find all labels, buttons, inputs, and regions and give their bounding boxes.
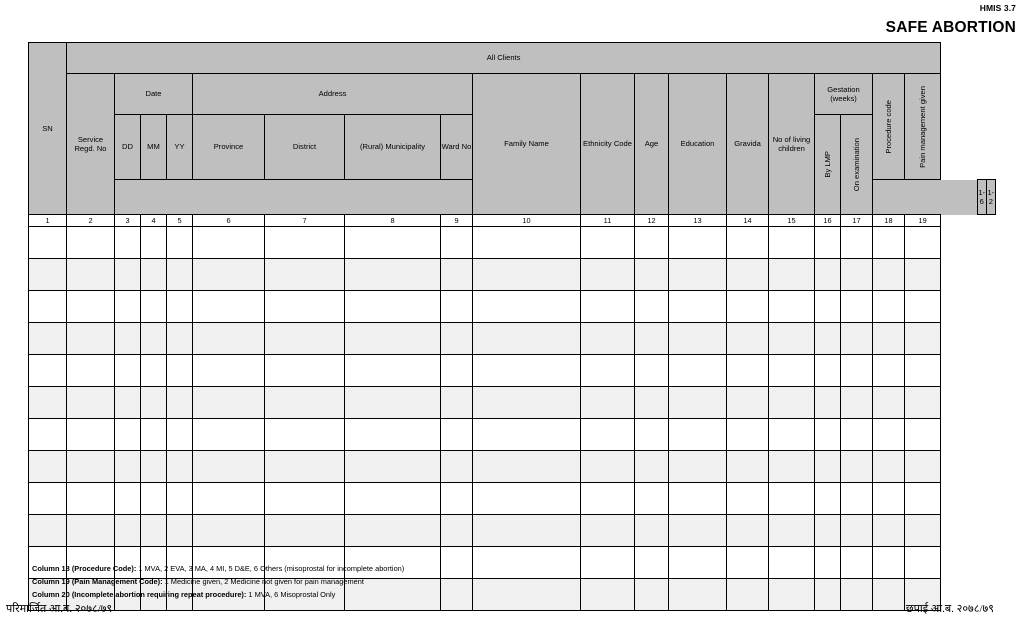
header-province: Province	[193, 115, 265, 180]
table-cell[interactable]	[167, 355, 193, 387]
header-yy: YY	[167, 115, 193, 180]
table-cell[interactable]	[29, 515, 67, 547]
table-cell[interactable]	[635, 227, 669, 259]
table-cell[interactable]	[727, 451, 769, 483]
table-cell[interactable]	[873, 451, 905, 483]
table-cell[interactable]	[441, 355, 473, 387]
column-number-cell: 12	[635, 215, 669, 227]
table-cell[interactable]	[115, 387, 141, 419]
table-cell[interactable]	[669, 419, 727, 451]
table-cell[interactable]	[815, 355, 841, 387]
table-cell[interactable]	[193, 355, 265, 387]
table-cell[interactable]	[635, 515, 669, 547]
table-cell[interactable]	[769, 451, 815, 483]
table-cell[interactable]	[841, 323, 873, 355]
table-cell[interactable]	[29, 355, 67, 387]
header-date: Date	[115, 74, 193, 115]
table-cell[interactable]	[141, 259, 167, 291]
table-cell[interactable]	[769, 483, 815, 515]
table-cell[interactable]	[815, 547, 841, 579]
table-cell[interactable]	[29, 259, 67, 291]
table-cell[interactable]	[841, 355, 873, 387]
header-procedure-code	[873, 74, 905, 180]
table-cell[interactable]	[265, 291, 345, 323]
header-sn: SN	[29, 43, 67, 215]
column-number-cell: 5	[167, 215, 193, 227]
table-cell[interactable]	[581, 483, 635, 515]
column-number-cell: 13	[669, 215, 727, 227]
header-service-regd-no: Service Regd. No	[67, 74, 115, 215]
table-cell[interactable]	[67, 483, 115, 515]
table-cell[interactable]	[441, 419, 473, 451]
table-cell[interactable]	[265, 355, 345, 387]
header-pain-management-given-text: Pain management given	[917, 85, 927, 168]
table-cell[interactable]	[669, 387, 727, 419]
safe-abortion-register-table	[28, 42, 996, 611]
table-cell[interactable]	[669, 291, 727, 323]
table-cell[interactable]	[141, 387, 167, 419]
table-cell[interactable]	[167, 227, 193, 259]
header-by-lmp-text: By LMP	[822, 151, 832, 178]
table-cell[interactable]	[441, 323, 473, 355]
footnote-column-19-label: Column 19 (Pain Management Code):	[32, 577, 163, 586]
table-cell[interactable]	[873, 259, 905, 291]
table-cell[interactable]	[873, 483, 905, 515]
table-cell[interactable]	[581, 227, 635, 259]
table-cell[interactable]	[67, 227, 115, 259]
table-cell[interactable]	[473, 387, 581, 419]
table-cell[interactable]	[473, 419, 581, 451]
table-cell[interactable]	[669, 323, 727, 355]
table-cell[interactable]	[905, 547, 941, 579]
table-cell[interactable]	[115, 515, 141, 547]
table-cell[interactable]	[193, 323, 265, 355]
table-cell[interactable]	[635, 483, 669, 515]
table-cell[interactable]	[345, 355, 441, 387]
table-cell[interactable]	[29, 483, 67, 515]
table-cell[interactable]	[193, 291, 265, 323]
table-cell[interactable]	[905, 419, 941, 451]
table-row	[29, 323, 996, 355]
table-cell[interactable]	[29, 323, 67, 355]
header-address: Address	[193, 74, 473, 115]
table-cell[interactable]	[141, 355, 167, 387]
table-cell[interactable]	[345, 387, 441, 419]
table-cell[interactable]	[905, 227, 941, 259]
table-cell[interactable]	[473, 259, 581, 291]
footnotes-block	[32, 562, 732, 601]
table-cell[interactable]	[193, 483, 265, 515]
footnote-column-19	[32, 575, 732, 588]
table-cell[interactable]	[581, 419, 635, 451]
table-cell[interactable]	[265, 515, 345, 547]
header-by-lmp	[815, 115, 841, 215]
table-cell[interactable]	[635, 355, 669, 387]
table-cell[interactable]	[441, 387, 473, 419]
table-cell[interactable]	[67, 451, 115, 483]
table-cell[interactable]	[669, 227, 727, 259]
header-on-examination-text: On examination	[851, 137, 861, 192]
table-cell[interactable]	[905, 387, 941, 419]
table-cell[interactable]	[669, 355, 727, 387]
table-cell[interactable]	[581, 323, 635, 355]
table-cell[interactable]	[265, 227, 345, 259]
table-cell[interactable]	[769, 355, 815, 387]
table-cell[interactable]	[345, 515, 441, 547]
table-cell[interactable]	[905, 515, 941, 547]
table-cell[interactable]	[67, 323, 115, 355]
table-cell[interactable]	[473, 227, 581, 259]
table-cell[interactable]	[441, 291, 473, 323]
column-number-cell: 18	[873, 215, 905, 227]
column-number-cell: 6	[193, 215, 265, 227]
table-cell[interactable]	[115, 323, 141, 355]
table-cell[interactable]	[727, 483, 769, 515]
table-cell[interactable]	[815, 451, 841, 483]
table-cell[interactable]	[727, 547, 769, 579]
table-cell[interactable]	[67, 291, 115, 323]
table-row	[29, 227, 996, 259]
table-row	[29, 387, 996, 419]
table-cell[interactable]	[67, 355, 115, 387]
table-cell[interactable]	[873, 419, 905, 451]
table-cell[interactable]	[141, 227, 167, 259]
table-cell[interactable]	[905, 323, 941, 355]
table-cell[interactable]	[167, 483, 193, 515]
table-cell[interactable]	[29, 227, 67, 259]
footnote-column-18-text: 1 MVA, 2 EVA, 3 MA, 4 MI, 5 D&E, 6 Others (misoprostal for incomplete abortion)	[136, 564, 405, 573]
footnote-column-19-text: 1 Medicine given, 2 Medicine not given for pain management	[162, 577, 364, 586]
table-cell[interactable]	[141, 419, 167, 451]
table-cell[interactable]	[265, 387, 345, 419]
header-row-bands	[29, 74, 996, 115]
table-cell[interactable]	[167, 323, 193, 355]
header-procedure-code-range: 1-6	[977, 180, 986, 215]
table-row	[29, 451, 996, 483]
table-cell[interactable]	[265, 451, 345, 483]
table-cell[interactable]	[193, 451, 265, 483]
table-cell[interactable]	[441, 227, 473, 259]
table-cell[interactable]	[905, 355, 941, 387]
table-cell[interactable]	[635, 291, 669, 323]
table-cell[interactable]	[473, 355, 581, 387]
table-cell[interactable]	[769, 579, 815, 611]
table-cell[interactable]	[167, 387, 193, 419]
table-cell[interactable]	[905, 483, 941, 515]
header-procedure-code-text: Procedure code	[883, 99, 893, 154]
table-row	[29, 355, 996, 387]
column-number-cell: 17	[841, 215, 873, 227]
page-title: SAFE ABORTION	[885, 19, 1016, 36]
table-cell[interactable]	[815, 515, 841, 547]
table-cell[interactable]	[345, 291, 441, 323]
table-cell[interactable]	[115, 483, 141, 515]
register-table-body	[29, 215, 996, 611]
table-cell[interactable]	[815, 323, 841, 355]
table-cell[interactable]	[265, 323, 345, 355]
table-cell[interactable]	[441, 259, 473, 291]
header-row-group	[29, 43, 996, 74]
footnote-column-18	[32, 562, 732, 575]
table-cell[interactable]	[727, 291, 769, 323]
table-cell[interactable]	[815, 483, 841, 515]
table-cell[interactable]	[345, 259, 441, 291]
table-cell[interactable]	[167, 259, 193, 291]
table-cell[interactable]	[67, 515, 115, 547]
header-on-examination	[841, 115, 873, 215]
table-cell[interactable]	[873, 227, 905, 259]
table-cell[interactable]	[265, 259, 345, 291]
table-cell[interactable]	[29, 387, 67, 419]
table-cell[interactable]	[635, 419, 669, 451]
column-number-cell: 16	[815, 215, 841, 227]
table-cell[interactable]	[67, 387, 115, 419]
table-cell[interactable]	[727, 227, 769, 259]
footer-revised-fiscal-year: परिमार्जित आ.ब. २०७८/७९	[6, 603, 113, 615]
table-cell[interactable]	[141, 323, 167, 355]
table-cell[interactable]	[815, 387, 841, 419]
column-number-cell: 3	[115, 215, 141, 227]
table-cell[interactable]	[769, 259, 815, 291]
table-cell[interactable]	[841, 483, 873, 515]
table-cell[interactable]	[473, 291, 581, 323]
table-cell[interactable]	[873, 355, 905, 387]
table-cell[interactable]	[29, 419, 67, 451]
table-cell[interactable]	[769, 291, 815, 323]
table-cell[interactable]	[815, 579, 841, 611]
table-row	[29, 419, 996, 451]
column-number-cell: 19	[905, 215, 941, 227]
table-cell[interactable]	[141, 451, 167, 483]
table-cell[interactable]	[873, 387, 905, 419]
header-district: District	[265, 115, 345, 180]
table-cell[interactable]	[115, 291, 141, 323]
table-cell[interactable]	[635, 259, 669, 291]
table-cell[interactable]	[115, 355, 141, 387]
table-cell[interactable]	[727, 387, 769, 419]
table-cell[interactable]	[67, 259, 115, 291]
table-cell[interactable]	[769, 387, 815, 419]
table-cell[interactable]	[473, 483, 581, 515]
table-cell[interactable]	[115, 227, 141, 259]
table-cell[interactable]	[669, 259, 727, 291]
table-cell[interactable]	[841, 291, 873, 323]
table-cell[interactable]	[905, 291, 941, 323]
table-cell[interactable]	[141, 291, 167, 323]
table-cell[interactable]	[841, 387, 873, 419]
column-number-cell: 11	[581, 215, 635, 227]
table-cell[interactable]	[841, 547, 873, 579]
header-pain-management-given	[905, 74, 941, 180]
header-ward-no: Ward No	[441, 115, 473, 180]
column-number-cell: 9	[441, 215, 473, 227]
table-cell[interactable]	[905, 451, 941, 483]
table-cell[interactable]	[115, 451, 141, 483]
column-number-cell: 8	[345, 215, 441, 227]
table-cell[interactable]	[581, 451, 635, 483]
table-row	[29, 259, 996, 291]
header-ethnicity-code: Ethnicity Code	[581, 74, 635, 215]
table-cell[interactable]	[873, 291, 905, 323]
table-cell[interactable]	[727, 515, 769, 547]
table-cell[interactable]	[193, 419, 265, 451]
register-table-wrapper	[28, 42, 996, 611]
table-cell[interactable]	[473, 323, 581, 355]
table-cell[interactable]	[141, 515, 167, 547]
column-number-cell: 1	[29, 215, 67, 227]
table-cell[interactable]	[167, 451, 193, 483]
header-dd: DD	[115, 115, 141, 180]
table-cell[interactable]	[441, 483, 473, 515]
table-cell[interactable]	[193, 227, 265, 259]
table-cell[interactable]	[815, 291, 841, 323]
table-cell[interactable]	[29, 451, 67, 483]
header-education: Education	[669, 74, 727, 215]
table-cell[interactable]	[815, 419, 841, 451]
table-cell[interactable]	[635, 451, 669, 483]
table-cell[interactable]	[873, 323, 905, 355]
column-number-cell: 4	[141, 215, 167, 227]
footnote-column-20-text: 1 MVA, 6 Misoprostal Only	[246, 590, 336, 599]
table-cell[interactable]	[905, 259, 941, 291]
table-cell[interactable]	[581, 291, 635, 323]
header-family-name: Family Name	[473, 74, 581, 215]
header-mm: MM	[141, 115, 167, 180]
table-cell[interactable]	[441, 451, 473, 483]
header-pain-management-range: 1-2	[986, 180, 995, 215]
table-cell[interactable]	[345, 323, 441, 355]
header-municipality: (Rural) Municipality	[345, 115, 441, 180]
column-number-cell: 10	[473, 215, 581, 227]
table-cell[interactable]	[167, 419, 193, 451]
table-cell[interactable]	[669, 483, 727, 515]
table-cell[interactable]	[167, 291, 193, 323]
footnote-column-18-label: Column 18 (Procedure Code):	[32, 564, 137, 573]
column-number-cell: 14	[727, 215, 769, 227]
table-cell[interactable]	[727, 259, 769, 291]
table-cell[interactable]	[841, 259, 873, 291]
column-number-row	[29, 215, 996, 227]
column-number-cell: 2	[67, 215, 115, 227]
table-cell[interactable]	[769, 227, 815, 259]
table-cell[interactable]	[727, 579, 769, 611]
table-cell[interactable]	[769, 515, 815, 547]
table-cell[interactable]	[669, 515, 727, 547]
table-cell[interactable]	[167, 515, 193, 547]
table-cell[interactable]	[581, 259, 635, 291]
table-cell[interactable]	[115, 419, 141, 451]
header-age: Age	[635, 74, 669, 215]
header-gravida: Gravida	[727, 74, 769, 215]
table-cell[interactable]	[727, 323, 769, 355]
table-cell[interactable]	[873, 547, 905, 579]
table-cell[interactable]	[441, 515, 473, 547]
header-gestation-weeks: Gestation (weeks)	[815, 74, 873, 115]
table-cell[interactable]	[727, 419, 769, 451]
table-cell[interactable]	[193, 515, 265, 547]
table-cell[interactable]	[873, 579, 905, 611]
table-cell[interactable]	[115, 259, 141, 291]
table-cell[interactable]	[141, 483, 167, 515]
table-cell[interactable]	[635, 387, 669, 419]
table-cell[interactable]	[193, 387, 265, 419]
table-cell[interactable]	[841, 451, 873, 483]
header-all-clients: All Clients	[67, 43, 941, 74]
table-cell[interactable]	[841, 579, 873, 611]
column-number-cell: 15	[769, 215, 815, 227]
table-cell[interactable]	[265, 419, 345, 451]
table-cell[interactable]	[669, 451, 727, 483]
table-cell[interactable]	[581, 515, 635, 547]
table-cell[interactable]	[193, 259, 265, 291]
table-cell[interactable]	[473, 515, 581, 547]
table-cell[interactable]	[873, 515, 905, 547]
table-cell[interactable]	[473, 451, 581, 483]
table-cell[interactable]	[841, 227, 873, 259]
table-cell[interactable]	[345, 227, 441, 259]
table-row	[29, 483, 996, 515]
table-cell[interactable]	[345, 483, 441, 515]
table-cell[interactable]	[769, 323, 815, 355]
table-cell[interactable]	[841, 419, 873, 451]
footnote-column-20	[32, 588, 732, 601]
footnote-column-20-label: Column 20 (Incomplete abortion requiring repeat procedure):	[32, 590, 247, 599]
table-cell[interactable]	[769, 547, 815, 579]
table-cell[interactable]	[815, 259, 841, 291]
table-cell[interactable]	[67, 419, 115, 451]
table-cell[interactable]	[769, 419, 815, 451]
table-cell[interactable]	[345, 419, 441, 451]
header-no-of-living-children: No of living children	[769, 74, 815, 215]
table-cell[interactable]	[841, 515, 873, 547]
table-cell[interactable]	[815, 227, 841, 259]
table-cell[interactable]	[265, 483, 345, 515]
form-code-label: HMIS 3.7	[979, 3, 1016, 13]
table-cell[interactable]	[345, 451, 441, 483]
table-cell[interactable]	[635, 323, 669, 355]
table-row	[29, 515, 996, 547]
table-cell[interactable]	[29, 291, 67, 323]
footer-printed-fiscal-year: छपाई आ.ब. २०७८/७९	[905, 603, 994, 615]
table-cell[interactable]	[727, 355, 769, 387]
column-number-cell: 7	[265, 215, 345, 227]
table-cell[interactable]	[581, 387, 635, 419]
table-row	[29, 291, 996, 323]
table-cell[interactable]	[581, 355, 635, 387]
